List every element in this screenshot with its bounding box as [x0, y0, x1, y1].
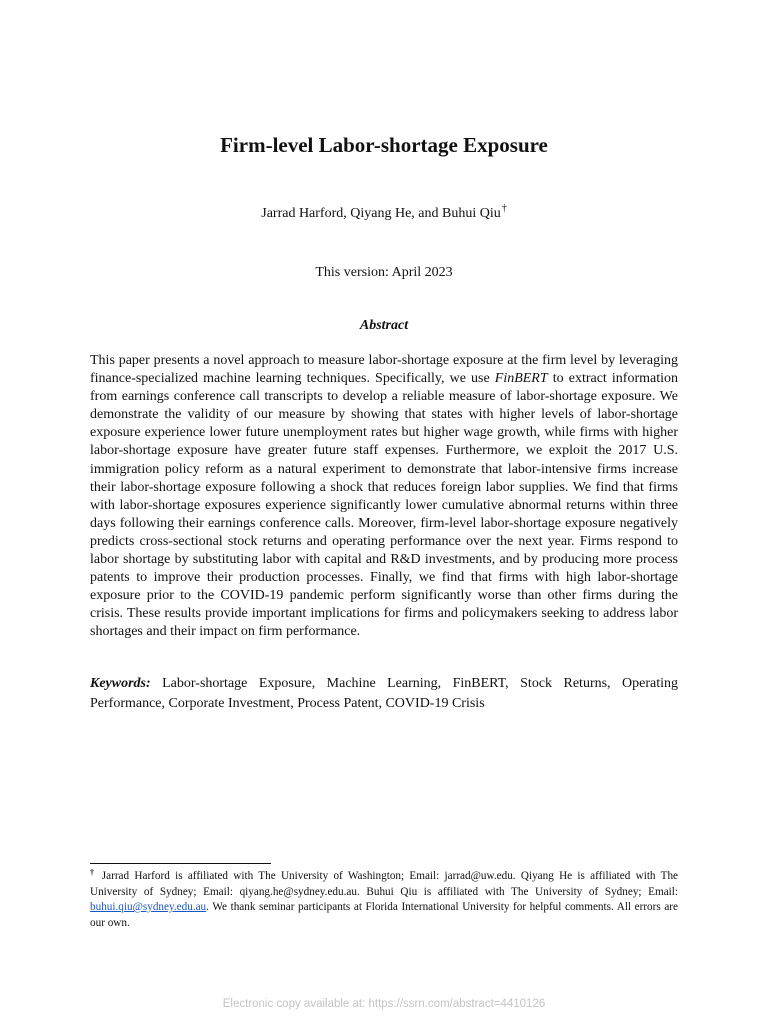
footnote [90, 869, 678, 931]
paper-title: Firm-level Labor-shortage Exposure [220, 133, 548, 157]
abstract-text-part2: to extract information from earnings conference call transcripts to develop a reliable measure of labor-shortage exposure. We demonstrate the validity of our measure by showing that states with higher levels of labor-shortage exposure experience lower future unemployment rates but higher wage growth, while firms with higher labor-shortage exposure have greater future staff expenses. Furthermore, we exploit the 2017 U.S. immigration policy reform as a natural experiment to demonstrate that labor-intensive firms increase their labor-shortage exposure following a shock that reduces foreign labor supplies. We find that firms with labor-shortage exposures experience significantly lower cumulative abnormal returns within three days following their earnings conference calls. Moreover, firm-level labor-shortage exposure negatively predicts cross-sectional stock returns and operating performance over the next year. Firms respond to labor shortage by substituting labor with capital and R&D investments, and by producing more process patents to improve their production processes. Finally, we find that firms with high labor-shortage exposure prior to the COVID-19 pandemic perform significantly worse than other firms during the crisis. These results provide important implications for firms and policymakers seeking to address labor shortages and their impact on firm performance. [90, 371, 678, 640]
footnote-mark: † [90, 868, 97, 877]
keywords [90, 674, 678, 713]
footnote-text-before: Jarrad Harford is affiliated with The University of Washington; Email: jarrad@uw.edu. Qiyang He is affiliated with The University of Sydney; Email: qiyang.he@sydney.edu.au. Buhui Qiu is affiliated with The University of Sydney; Email: [90, 870, 678, 898]
abstract-heading: Abstract [359, 318, 409, 333]
abstract-body [90, 352, 678, 642]
author-line [0, 205, 768, 223]
version-date: This version: April 2023 [315, 265, 453, 280]
footnote-divider [90, 863, 271, 864]
email-link-buhui-qiu[interactable]: buhui.qiu@sydney.edu.au [90, 901, 207, 913]
keywords-list: Labor-shortage Exposure, Machine Learning, FinBERT, Stock Returns, Operating Performance, Corporate Investment, Process Patent, COVID-19 Crisis [90, 676, 678, 711]
abstract-model-name: FinBERT [494, 371, 548, 387]
keywords-label: Keywords: [90, 676, 151, 691]
ssrn-notice: Electronic copy available at: https://ssrn.com/abstract=4410126 [222, 998, 546, 1010]
abstract-text-part1: This paper presents a novel approach to measure labor-shortage exposure at the firm level by leveraging finance-specialized machine learning techniques. Specifically, we use [90, 353, 678, 387]
footnote-text-after: . We thank seminar participants at Florida International University for helpful comments. All errors are our own. [90, 901, 678, 929]
author-footnote-mark[interactable]: † [501, 203, 507, 214]
authors-text: Jarrad Harford, Qiyang He, and Buhui Qiu [261, 206, 501, 221]
